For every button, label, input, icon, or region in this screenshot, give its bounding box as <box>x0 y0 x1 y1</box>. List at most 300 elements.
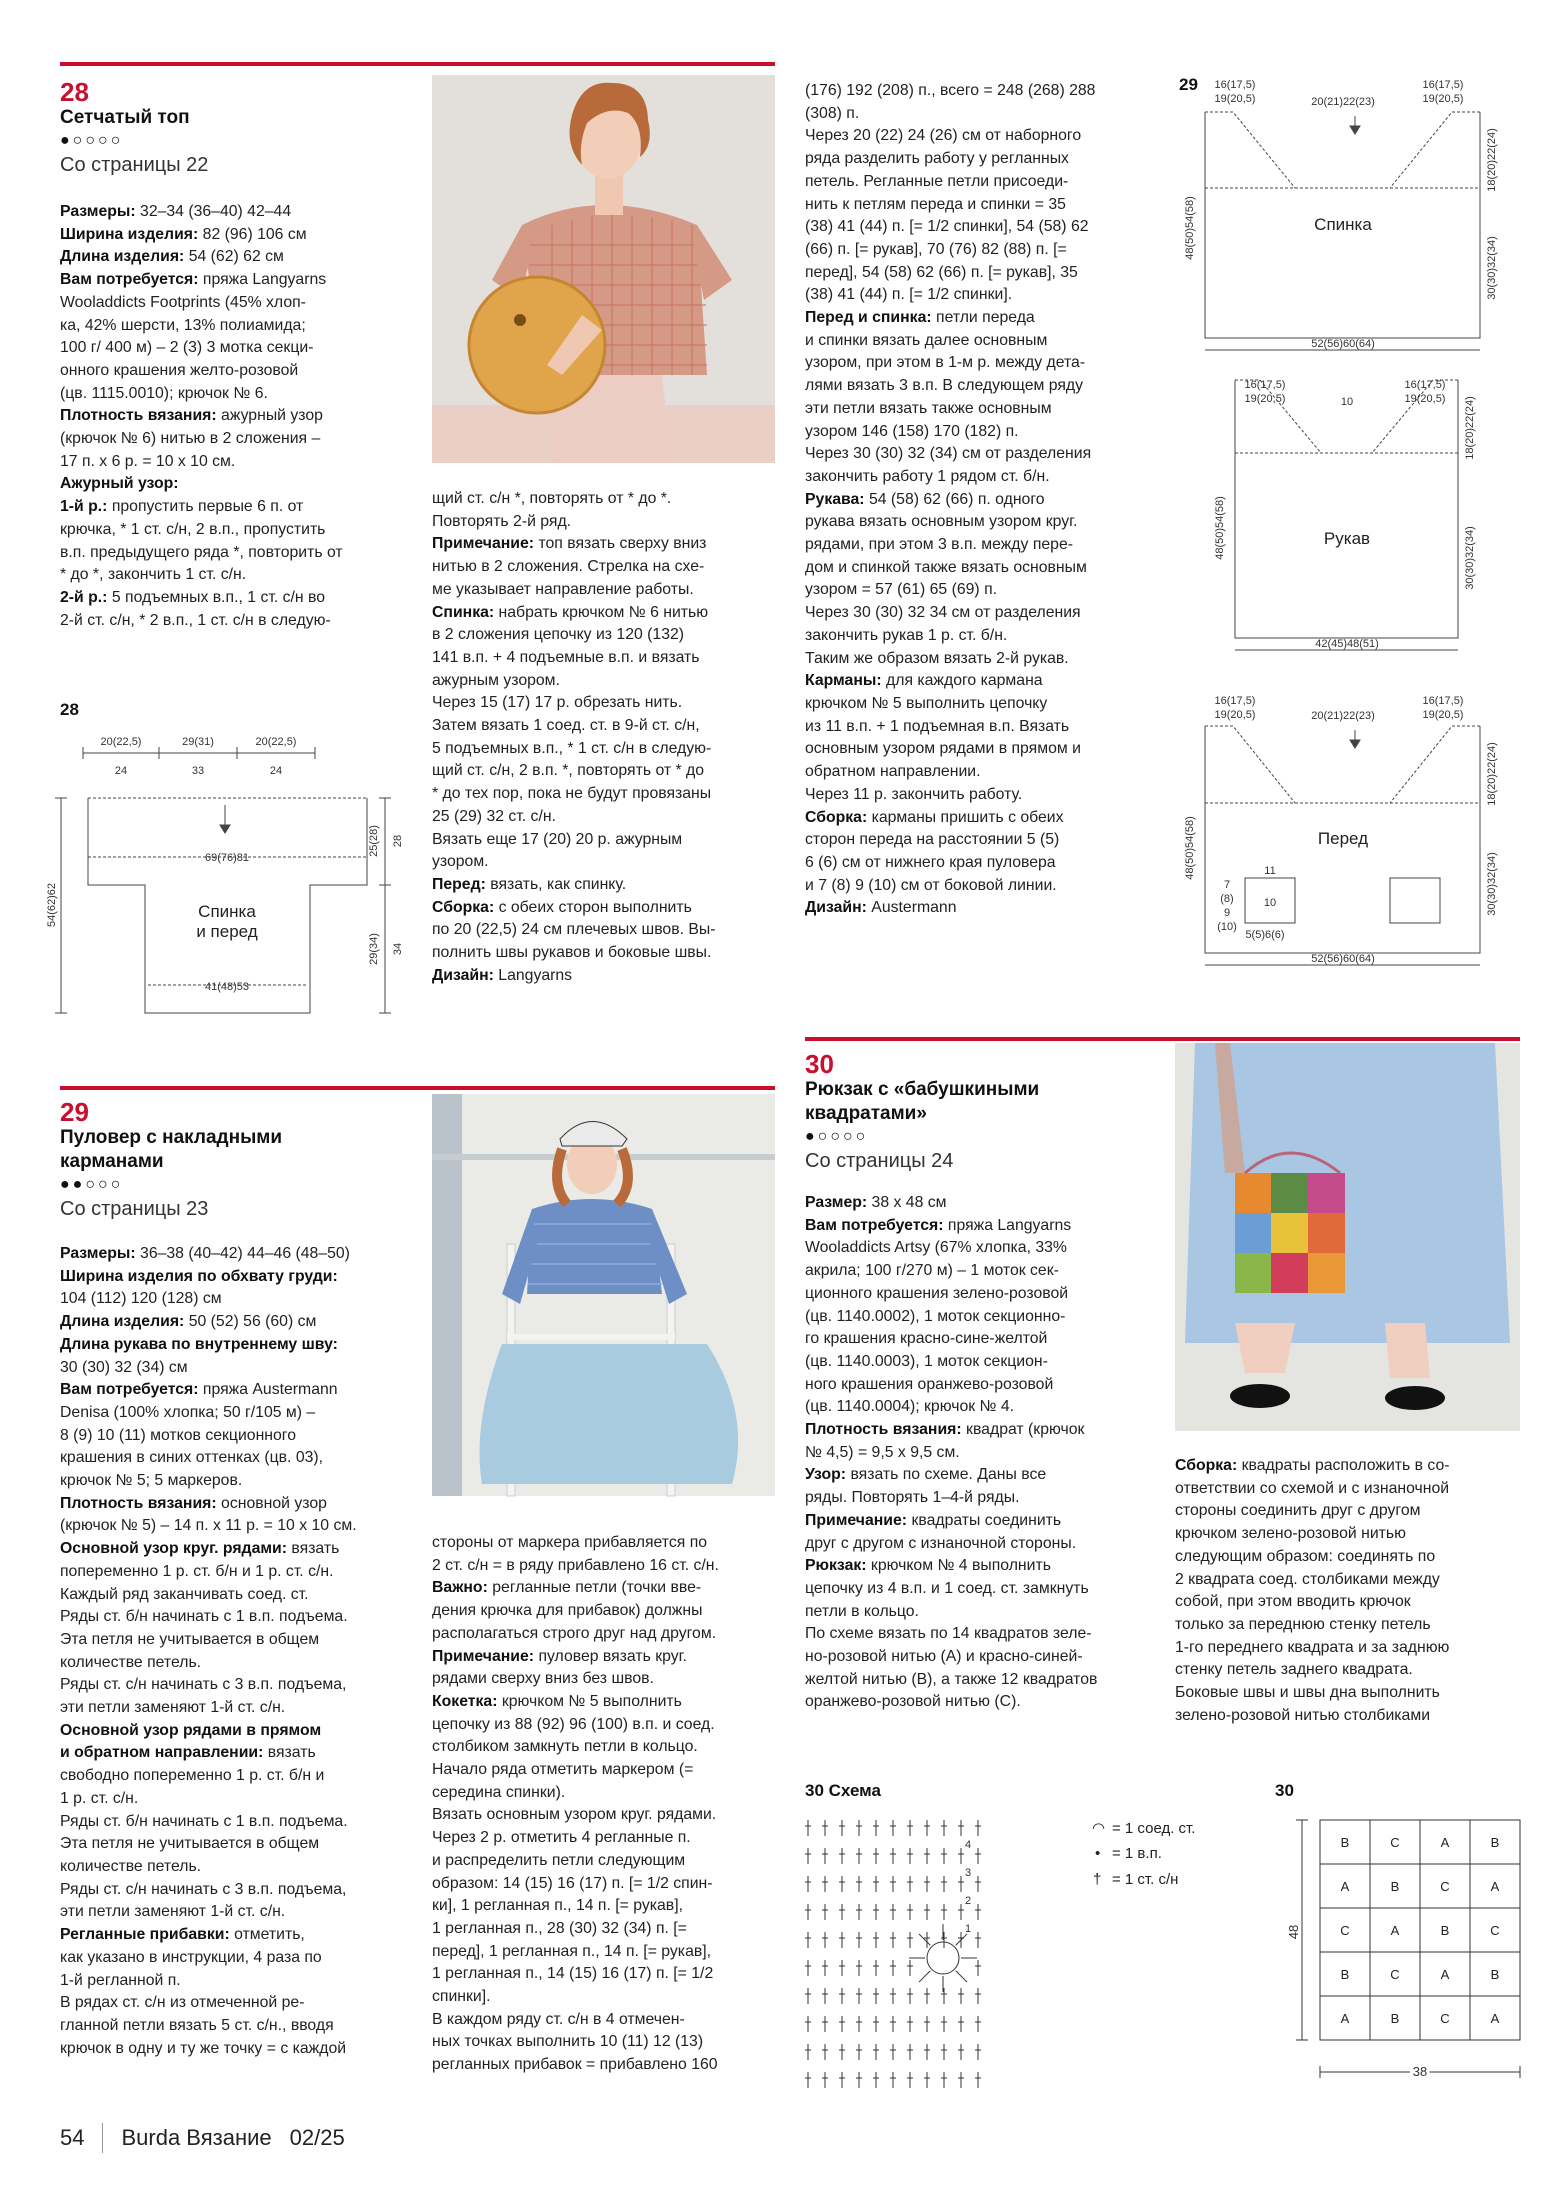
text-line <box>432 806 777 829</box>
text-line-content: 30 (30) 32 (34) см <box>60 1358 188 1376</box>
text-line-content: Через 15 (17) 17 р. обрезать нить. <box>432 694 683 712</box>
text-line <box>1175 1546 1525 1569</box>
text-line <box>60 292 405 315</box>
text-line <box>432 1918 777 1941</box>
text-line <box>60 1720 405 1743</box>
text-line-content: нить к петлям переда и спинки = 35 <box>805 195 1066 213</box>
text-line <box>432 1646 777 1669</box>
text-line <box>60 2038 405 2061</box>
text-line <box>805 466 1155 489</box>
text-line <box>60 405 405 428</box>
text-line-content: В рядах ст. с/н из отмеченной ре- <box>60 1994 305 2012</box>
text-line-content: (крючок № 5) – 14 п. х 11 р. = 10 х 10 см. <box>60 1517 357 1535</box>
text-line <box>432 579 777 602</box>
part-sleeve: Рукав <box>1323 529 1371 548</box>
text-line-label: Рюкзак: <box>805 1557 867 1575</box>
text-line <box>432 1804 777 1827</box>
text-line-content: Austermann <box>866 899 957 917</box>
text-line-label: и обратном направлении: <box>60 1744 264 1762</box>
legend-sym-1: ◠ <box>1092 1820 1106 1837</box>
issue-number: 02/25 <box>289 2124 345 2150</box>
text-line-content: количестве петель. <box>60 1653 202 1671</box>
page-number: 54 <box>60 2124 85 2150</box>
text-line <box>60 269 405 292</box>
text-line <box>60 315 405 338</box>
text-line <box>432 2031 777 2054</box>
text-line-content: лями вязать 3 в.п. В следующем ряду <box>805 377 1084 395</box>
pattern-29-text-middle <box>432 1532 777 2077</box>
text-line-label: Размеры: <box>60 203 136 220</box>
dim-w1: 52(56)60(64) <box>1311 338 1375 350</box>
text-line <box>805 1374 1155 1397</box>
part-label-2: и перед <box>196 922 258 941</box>
text-line-label: Узор: <box>805 1466 847 1484</box>
diagram-29 <box>1175 68 1535 978</box>
text-line <box>1175 1500 1525 1523</box>
text-line <box>432 1986 777 2009</box>
text-line <box>60 1856 405 1879</box>
text-line <box>60 1992 405 2015</box>
text-line <box>805 216 1155 239</box>
dim-top2-left: 24 <box>114 765 128 777</box>
text-line <box>432 2009 777 2032</box>
text-line <box>432 602 777 625</box>
text-line-label: Ажурный узор: <box>60 475 179 493</box>
text-line-content: Вязать еще 17 (20) 20 р. ажурным <box>432 830 683 848</box>
text-line <box>805 1601 1155 1624</box>
text-line <box>805 1237 1155 1260</box>
text-line <box>805 1260 1155 1283</box>
text-line <box>1175 1637 1525 1660</box>
text-line <box>60 1811 405 1834</box>
text-line-label: Вам потребуется: <box>60 271 199 289</box>
text-line-content: цепочку из 4 в.п. и 1 соед. ст. замкнуть <box>805 1579 1089 1597</box>
dim-p-mid: 20(21)22(23) <box>1311 710 1375 722</box>
text-line <box>805 875 1155 898</box>
text-line-content: акрила; 100 г/270 м) – 1 моток сек- <box>805 1262 1059 1280</box>
text-line <box>60 428 405 451</box>
text-line-content: пропустить первые 6 п. от <box>107 498 304 516</box>
grid-cell-letter: C <box>1340 1923 1350 1938</box>
text-line-content: В каждом ряду ст. с/н в 4 отмечен- <box>432 2010 685 2028</box>
text-line-content: эти петли заменяют 1-й ст. с/н. <box>60 1903 286 1921</box>
pattern-28-text-middle <box>432 488 777 987</box>
text-line-content: квадрат (крючок <box>961 1421 1085 1439</box>
magazine-name: Burda Вязание <box>121 2124 272 2150</box>
dim-right-1b: 28 <box>392 834 404 848</box>
text-line-content: дом и спинкой также вязать основным <box>805 558 1087 576</box>
text-line-content: 36–38 (40–42) 44–46 (48–50) <box>135 1245 350 1262</box>
text-line-content: середина спинки). <box>432 1783 566 1801</box>
text-line-content: Wooladdicts Footprints (45% хлоп- <box>60 293 306 311</box>
pattern-30-header <box>805 1050 1165 1174</box>
text-line-content: (38) 41 (44) п. [= 1/2 спинки]. <box>805 286 1013 304</box>
text-line-content: (308) п. <box>805 104 860 122</box>
text-line-content: петли в кольцо. <box>805 1602 919 1620</box>
text-line-content: собой, при этом вводить крючок <box>1175 1593 1411 1611</box>
text-line-content: 100 г/ 400 м) – 2 (3) 3 мотка секци- <box>60 339 314 357</box>
text-line-content: желтой нитью (В), а также 12 квадратов <box>805 1670 1098 1688</box>
text-line-content: ажурный узор <box>216 407 323 425</box>
schema-title: 30 Схема <box>805 1781 881 1800</box>
text-line-content: щий ст. с/н *, повторять от * до *. <box>432 490 672 507</box>
text-line <box>805 171 1155 194</box>
text-line-content: ме указывает направление работы. <box>432 580 694 598</box>
text-line-content: но-розовой нитью (А) и красно-синей- <box>805 1648 1083 1666</box>
text-line <box>432 919 777 942</box>
text-line-content: пряжа Austermann <box>198 1381 338 1399</box>
text-line <box>432 2054 777 2077</box>
text-line <box>805 648 1155 671</box>
text-line <box>805 1442 1155 1465</box>
text-line <box>60 1924 405 1947</box>
text-line-content: Боковые швы и швы дна выполнить <box>1175 1684 1440 1702</box>
legend-sym-3: † <box>1093 1871 1102 1888</box>
text-line <box>60 1742 405 1765</box>
text-line <box>805 534 1155 557</box>
grid-width: 38 <box>1412 2064 1428 2079</box>
text-line-content: (цв. 1140.0003), 1 моток секцион- <box>805 1352 1048 1370</box>
section-rule-30 <box>805 1037 1520 1041</box>
part-back: Спинка <box>1314 215 1372 234</box>
pattern-29-header <box>60 1098 420 1222</box>
text-line-content: Ряды ст. с/н начинать с 3 в.п. подъема, <box>60 1880 347 1898</box>
text-line-content: Ряды ст. б/н начинать с 1 в.п. подъема. <box>60 1608 348 1626</box>
grid-cell-letter: C <box>1390 1835 1400 1850</box>
text-line <box>805 670 1155 693</box>
text-line-content: пряжа Langyarns <box>198 271 327 289</box>
text-line <box>60 1584 405 1607</box>
text-line <box>60 1879 405 1902</box>
text-line <box>60 1515 405 1538</box>
dim-p-t2: 19(20,5) <box>1214 709 1256 721</box>
text-line-label: Примечание: <box>432 535 535 553</box>
text-line-content: 32–34 (36–40) 42–44 <box>135 203 292 220</box>
text-line <box>432 670 777 693</box>
text-line-content: квадраты расположить в со- <box>1237 1457 1450 1474</box>
text-line-label: Примечание: <box>805 1511 908 1529</box>
text-line-content: Затем вязать 1 соед. ст. в 9-й ст. с/н, <box>432 717 700 735</box>
text-line <box>432 1714 777 1737</box>
text-line <box>805 852 1155 875</box>
text-line <box>432 1577 777 1600</box>
text-line <box>805 330 1155 353</box>
text-line <box>432 1736 777 1759</box>
dim-w2: 42(45)48(51) <box>1315 638 1379 650</box>
text-line <box>805 602 1155 625</box>
text-line-content: зелено-розовой нитью столбиками <box>1175 1706 1431 1724</box>
text-line-label: Плотность вязания: <box>60 407 217 425</box>
dim-rk-t2-r: 19(20,5) <box>1404 393 1446 405</box>
diagram-label: 29 <box>1179 75 1198 94</box>
text-line <box>805 1464 1155 1487</box>
text-line-content: Повторять 2-й ряд. <box>432 512 572 530</box>
text-line <box>805 1351 1155 1374</box>
grid-cell-letter: C <box>1440 2011 1450 2026</box>
text-line <box>432 715 777 738</box>
text-line <box>60 1447 405 1470</box>
dim-t1-r: 16(17,5) <box>1422 79 1464 91</box>
text-line-content: Через 11 р. закончить работу. <box>805 785 1023 803</box>
text-line-content: из 11 в.п. + 1 подъемная в.п. Вязать <box>805 717 1070 735</box>
dim-t2-r: 19(20,5) <box>1422 93 1464 105</box>
dim-rk-hl: 48(50)54(58) <box>1214 496 1226 560</box>
part-label-1: Спинка <box>198 902 256 921</box>
text-line <box>432 1691 777 1714</box>
pattern-title-1: Рюкзак с «бабушкиными <box>805 1079 1040 1100</box>
pattern-title-2: квадратами» <box>805 1103 927 1124</box>
text-line-label: Плотность вязания: <box>60 1494 217 1512</box>
dim-rk-mid: 10 <box>1340 396 1354 408</box>
pocket-gap: 5(5)6(6) <box>1245 929 1285 941</box>
section-rule-28 <box>60 62 775 66</box>
text-line-content: узором. <box>432 853 489 871</box>
center-stitch <box>919 1934 930 1945</box>
text-line-label: Плотность вязания: <box>805 1421 962 1439</box>
text-line <box>805 625 1155 648</box>
text-line <box>432 851 777 874</box>
pattern-29-text-left <box>60 1243 405 2060</box>
text-line <box>432 1600 777 1623</box>
text-line-content: узором 146 (158) 170 (182) п. <box>805 422 1019 440</box>
text-line-content: в.п. предыдущего ряда *, повторить от <box>60 543 343 561</box>
text-line <box>805 557 1155 580</box>
text-line-content: По схеме вязать по 14 квадратов зеле- <box>805 1625 1092 1643</box>
text-line-content: го крашения красно-сине-желтой <box>805 1330 1048 1348</box>
text-line-content: вязать, как спинку. <box>485 875 627 893</box>
text-line <box>60 1425 405 1448</box>
text-line <box>805 489 1155 512</box>
text-line-content: основной узор <box>216 1494 327 1512</box>
text-line-label: Вам потребуется: <box>805 1216 944 1234</box>
dim-rk-h1: 18(20)22(24) <box>1464 396 1476 460</box>
text-line-content: (крючок № 6) нитью в 2 сложения – <box>60 430 321 448</box>
text-line-content: гланной петли вязать 5 ст. с/н., вводя <box>60 2016 334 2034</box>
dim-h1: 18(20)22(24) <box>1486 128 1498 192</box>
pocket-7: 7 <box>1223 879 1231 891</box>
grid-cell-letter: B <box>1390 1879 1400 1894</box>
pattern-number: 30 <box>805 1049 834 1079</box>
text-line <box>805 1555 1155 1578</box>
text-line <box>60 1538 405 1561</box>
text-line <box>432 783 777 806</box>
text-line-content: крашения в синих оттенках (цв. 03), <box>60 1449 324 1467</box>
text-line-content: 1 р. ст. с/н. <box>60 1789 139 1807</box>
text-line <box>805 829 1155 852</box>
text-line-content: ажурным узором. <box>432 671 560 689</box>
text-line-content: 2 квадрата соед. столбиками между <box>1175 1570 1440 1588</box>
text-line-content: ных точках выполнить 10 (11) 12 (13) <box>432 2033 704 2051</box>
text-line <box>1175 1569 1525 1592</box>
text-line <box>805 1487 1155 1510</box>
text-line-content: регланные петли (точки вве- <box>487 1579 702 1597</box>
text-line <box>60 610 405 633</box>
text-line-content: крючком № 5 выполнить цепочку <box>805 694 1048 712</box>
text-line <box>805 784 1155 807</box>
pattern-number: 28 <box>60 77 89 107</box>
text-line-content: ки], 1 регланная п., 14 п. [= рукав], <box>432 1897 683 1915</box>
text-line <box>60 224 405 247</box>
text-line-content: ответствии со схемой и с изнаночной <box>1175 1479 1450 1497</box>
text-line <box>805 716 1155 739</box>
text-line-content: ного крашения оранжево-розовой <box>805 1375 1054 1393</box>
text-line <box>60 1493 405 1516</box>
text-line <box>805 284 1155 307</box>
text-line <box>60 246 405 269</box>
pocket-10: (10) <box>1217 921 1237 933</box>
text-line-label: Рукава: <box>805 490 865 508</box>
text-line-content: крючка, * 1 ст. с/н, 2 в.п., пропустить <box>60 520 326 538</box>
row-1: 1 <box>965 1923 972 1935</box>
text-line-content: 25 (29) 32 ст. с/н. <box>432 807 556 825</box>
dim-rk-t1-r: 16(17,5) <box>1404 379 1446 391</box>
text-line <box>60 1901 405 1924</box>
text-line <box>60 201 405 224</box>
text-line <box>805 1215 1155 1238</box>
text-line <box>60 1266 405 1289</box>
text-line-content: ряда разделить работу у регланных <box>805 150 1069 168</box>
text-line <box>805 1192 1155 1215</box>
text-line-label: Перед и спинка: <box>805 309 932 327</box>
text-line <box>805 897 1155 920</box>
dim-mid: 20(21)22(23) <box>1311 96 1375 108</box>
grid-cell-letter: B <box>1340 1835 1350 1850</box>
text-line-label: Длина изделия: <box>60 248 185 266</box>
difficulty-rating: ●○○○○ <box>805 1128 869 1145</box>
text-line <box>60 1697 405 1720</box>
text-line-label: Размеры: <box>60 1245 136 1262</box>
text-line-content: вязать <box>287 1540 340 1558</box>
photo-pullover <box>432 1094 775 1496</box>
text-line-content: для каждого кармана <box>881 672 1043 690</box>
text-line-label: Основной узор круг. рядами: <box>60 1540 288 1558</box>
text-line <box>60 360 405 383</box>
text-line-content: обратном направлении. <box>805 763 981 781</box>
pattern-30-text-right <box>1175 1455 1525 1727</box>
text-line-content: петель. Регланные петли присоеди- <box>805 172 1069 190</box>
dim-top2-mid: 33 <box>191 765 205 777</box>
dim-hl: 48(50)54(58) <box>1184 196 1196 260</box>
text-line-content: 104 (112) 120 (128) см <box>60 1290 222 1308</box>
text-line-content: щий ст. с/н, 2 в.п. *, повторять от * до <box>432 762 705 780</box>
text-line-content: Через 20 (22) 24 (26) см от наборного <box>805 127 1082 145</box>
grid-30 <box>1270 1780 1530 2110</box>
text-line-content: располагаться строго друг над другом. <box>432 1624 717 1642</box>
text-line-content: эти петли заменяют 1-й ст. с/н. <box>60 1699 286 1717</box>
text-line-label: Кокетка: <box>432 1692 498 1710</box>
text-line <box>60 564 405 587</box>
dim-p-t1-r: 16(17,5) <box>1422 695 1464 707</box>
text-line-label: 2-й р.: <box>60 588 108 606</box>
pattern-28-header <box>60 78 420 178</box>
text-line-content: Начало ряда отметить маркером (= <box>432 1761 694 1779</box>
text-line-content: квадраты соединить <box>907 1511 1062 1529</box>
text-line-label: Важно: <box>432 1579 488 1597</box>
text-line-content: Через 30 (30) 32 (34) см от разделения <box>805 445 1092 463</box>
text-line-content: 8 (9) 10 (11) мотков секционного <box>60 1426 297 1444</box>
text-line <box>432 511 777 534</box>
text-line-label: Спинка: <box>432 603 495 621</box>
text-line-label: 1-й р.: <box>60 498 108 516</box>
text-line <box>432 1759 777 1782</box>
text-line-content: закончить работу 1 рядом ст. б/н. <box>805 467 1050 485</box>
text-line-content: Ряды ст. с/н начинать с 3 в.п. подъема, <box>60 1676 347 1694</box>
center-stitch <box>956 1971 967 1982</box>
text-line <box>805 1283 1155 1306</box>
pattern-29-text-continued <box>805 80 1155 920</box>
text-line <box>60 1311 405 1334</box>
text-line <box>432 897 777 920</box>
text-line-content: как указано в инструкции, 4 раза по <box>60 1948 322 1966</box>
text-line-content: 2 ст. с/н = в ряду прибавлено 16 ст. с/н. <box>432 1556 719 1574</box>
crochet-chart <box>800 1808 1280 2108</box>
text-line <box>432 1827 777 1850</box>
text-line <box>432 829 777 852</box>
text-line <box>432 556 777 579</box>
text-line-content: * до *, закончить 1 ст. с/н. <box>60 566 247 584</box>
text-line-content: пуловер вязать круг. <box>534 1647 687 1665</box>
grid-cell-letter: B <box>1390 2011 1400 2026</box>
pattern-28-text-left <box>60 201 405 632</box>
text-line-content: крючком № 5 выполнить <box>497 1692 682 1710</box>
text-line <box>805 194 1155 217</box>
text-line <box>60 1833 405 1856</box>
text-line-label: Дизайн: <box>805 899 867 917</box>
legend-text-3: = 1 ст. с/н <box>1112 1871 1179 1888</box>
text-line <box>60 1288 405 1311</box>
text-line-content: Ряды ст. б/н начинать с 1 в.п. подъема. <box>60 1812 348 1830</box>
text-line-content: столбиком замкнуть петли в кольцо. <box>432 1738 698 1756</box>
text-line <box>60 473 405 496</box>
text-line <box>1175 1614 1525 1637</box>
text-line <box>1175 1659 1525 1682</box>
text-line-content: (цв. 1115.0010); крючок № 6. <box>60 384 268 402</box>
text-line <box>60 1970 405 1993</box>
text-line <box>60 1402 405 1425</box>
grid-cell-letter: A <box>1490 2011 1500 2026</box>
row-3: 3 <box>965 1867 972 1879</box>
grid-cell-letter: C <box>1490 1923 1500 1938</box>
text-line <box>432 1623 777 1646</box>
text-line-content: крючком зелено-розовой нитью <box>1175 1525 1406 1543</box>
page-footer <box>60 2123 345 2153</box>
text-line-content: регланных прибавок = прибавлено 160 <box>432 2056 718 2074</box>
text-line <box>805 1623 1155 1646</box>
text-line <box>432 1532 777 1555</box>
text-line <box>805 579 1155 602</box>
text-line <box>60 587 405 610</box>
text-line-label: Сборка: <box>1175 1457 1238 1474</box>
text-line-content: 6 (6) см от нижнего края пуловера <box>805 853 1056 871</box>
text-line-label: Ширина изделия по обхвату груди: <box>60 1267 338 1285</box>
text-line-content: рядами, при этом 3 в.п. между пере- <box>805 536 1073 554</box>
text-line-content: 141 в.п. + 4 подъемные в.п. и вязать <box>432 648 700 666</box>
text-line-content: пряжа Langyarns <box>943 1216 1072 1234</box>
grid-cell-letter: B <box>1340 1967 1350 1982</box>
pocket-11: 11 <box>1264 865 1276 877</box>
text-line-content: (38) 41 (44) п. [= 1/2 спинки], 54 (58) 62 <box>805 218 1089 236</box>
text-line <box>432 738 777 761</box>
grid-cell-letter: A <box>1340 2011 1350 2026</box>
dim-p-h2: 30(30)32(34) <box>1486 852 1498 916</box>
text-line-content: 1-й регланной п. <box>60 1971 181 1989</box>
text-line <box>60 1652 405 1675</box>
dim-p-t1: 16(17,5) <box>1214 695 1256 707</box>
pattern-title-2: карманами <box>60 1151 164 1172</box>
text-line <box>432 647 777 670</box>
text-line <box>1175 1523 1525 1546</box>
text-line <box>805 1533 1155 1556</box>
